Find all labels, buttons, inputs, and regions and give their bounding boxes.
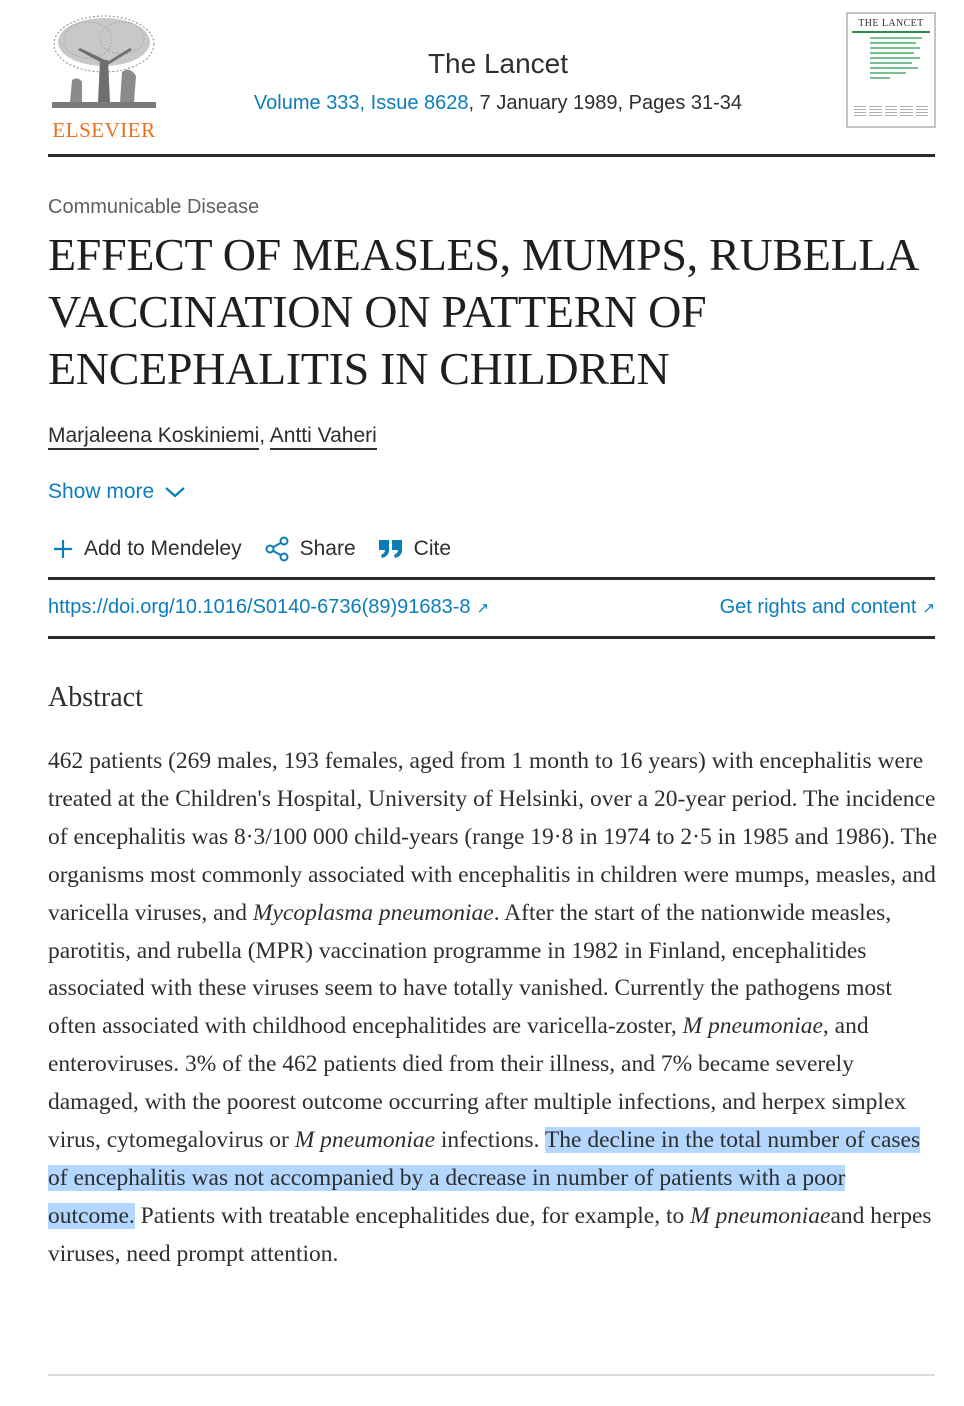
rights-label: Get rights and content	[719, 596, 917, 618]
article-title: EFFECT OF MEASLES, MUMPS, RUBELLA VACCINATION ON PATTERN OF ENCEPHALITIS IN CHILDREN	[48, 229, 917, 394]
abstract-segment: , and enteroviruses. 3% of the 462 patients died from their illness, and 7% became severely damaged, with the poorest outcome occurring after multiple infections, and herpex simplex virus, cytomegalovirus or	[48, 1013, 907, 1154]
abstract-italic: M pneumoniae	[294, 1127, 436, 1154]
mendeley-label: Add to Mendeley	[84, 537, 242, 560]
abstract-text	[48, 743, 938, 1274]
article-actions	[52, 536, 473, 562]
abstract-segment: and herpes viruses, need prompt attention.	[48, 1202, 932, 1267]
add-to-mendeley-button[interactable]	[52, 537, 242, 561]
author-link[interactable]: Antti Vaheri	[270, 424, 377, 450]
cite-button[interactable]	[378, 537, 451, 561]
header-divider	[48, 154, 935, 157]
cover-grid	[854, 106, 928, 116]
quote-icon	[378, 538, 404, 560]
share-button[interactable]	[264, 536, 356, 562]
external-link-icon: ↗	[922, 600, 935, 617]
abstract-italic: Mycoplasma pneumoniae	[252, 899, 494, 926]
issue-date-pages: , 7 January 1989, Pages 31-34	[468, 92, 743, 114]
abstract-segment: . After the start of the nationwide measles, parotitis, and rubella (MPR) vaccination programme in 1982 in Finland, encephalitides associated with these viruses seem to have totally vanished. Currently the pathogens most often associated with childhood encephalitides are varicella-zoster,	[48, 899, 892, 1040]
abstract-heading: Abstract	[48, 682, 143, 713]
article-category: Communicable Disease	[48, 196, 260, 218]
external-link-icon: ↗	[476, 600, 490, 617]
share-icon	[264, 536, 290, 562]
cover-title: THE LANCET	[858, 18, 924, 29]
journal-header	[48, 0, 936, 156]
journal-title-link[interactable]: The Lancet	[427, 48, 569, 79]
author-link[interactable]: Marjaleena Koskiniemi	[48, 424, 259, 450]
cover-bar	[852, 31, 930, 33]
journal-title[interactable]	[48, 48, 948, 80]
abstract-segment: infections.	[435, 1127, 545, 1154]
abstract-italic: M pneumoniae	[682, 1013, 823, 1040]
journal-cover-thumbnail[interactable]	[846, 12, 936, 128]
doi-label: https://doi.org/10.1016/S0140-6736(89)91683-8	[48, 596, 471, 618]
selected-text-highlight[interactable]: The decline in the total number of cases of encephalitis was not accompanied by a decrease in number of patients with a poor outcome.	[48, 1127, 921, 1229]
get-rights-link[interactable]	[720, 596, 935, 619]
show-more-label: Show more	[48, 480, 155, 503]
author-list	[48, 424, 377, 448]
doi-link[interactable]	[48, 596, 489, 619]
actions-divider	[48, 577, 935, 580]
show-more-button[interactable]	[48, 480, 186, 504]
links-divider	[48, 636, 935, 639]
publisher-name: ELSEVIER	[52, 118, 156, 142]
issue-info	[48, 92, 948, 115]
volume-issue-link[interactable]: Volume 333, Issue 8628	[253, 92, 469, 114]
cover-text-block	[870, 37, 926, 79]
abstract-italic: M pneumoniae	[690, 1202, 831, 1229]
abstract-segment: 462 patients (269 males, 193 females, aged from 1 month to 16 years) with encephalitis were treated at the Children's Hospital, University of Helsinki, over a 20-year period. The incidence of encephalitis was 8·3/100 000 child-years (range 19·8 in 1974 to 2·5 in 1985 and 1986). The organisms most commonly associated with encephalitis in children were mumps, measles, and varicella viruses, and	[48, 748, 938, 926]
author-separator: ,	[259, 424, 270, 447]
share-label: Share	[299, 537, 356, 560]
bottom-divider	[48, 1374, 935, 1376]
plus-icon	[52, 538, 74, 560]
chevron-down-icon	[164, 485, 186, 499]
cite-label: Cite	[413, 537, 452, 560]
abstract-segment: Patients with treatable encephalitides due, for example, to	[134, 1202, 691, 1229]
